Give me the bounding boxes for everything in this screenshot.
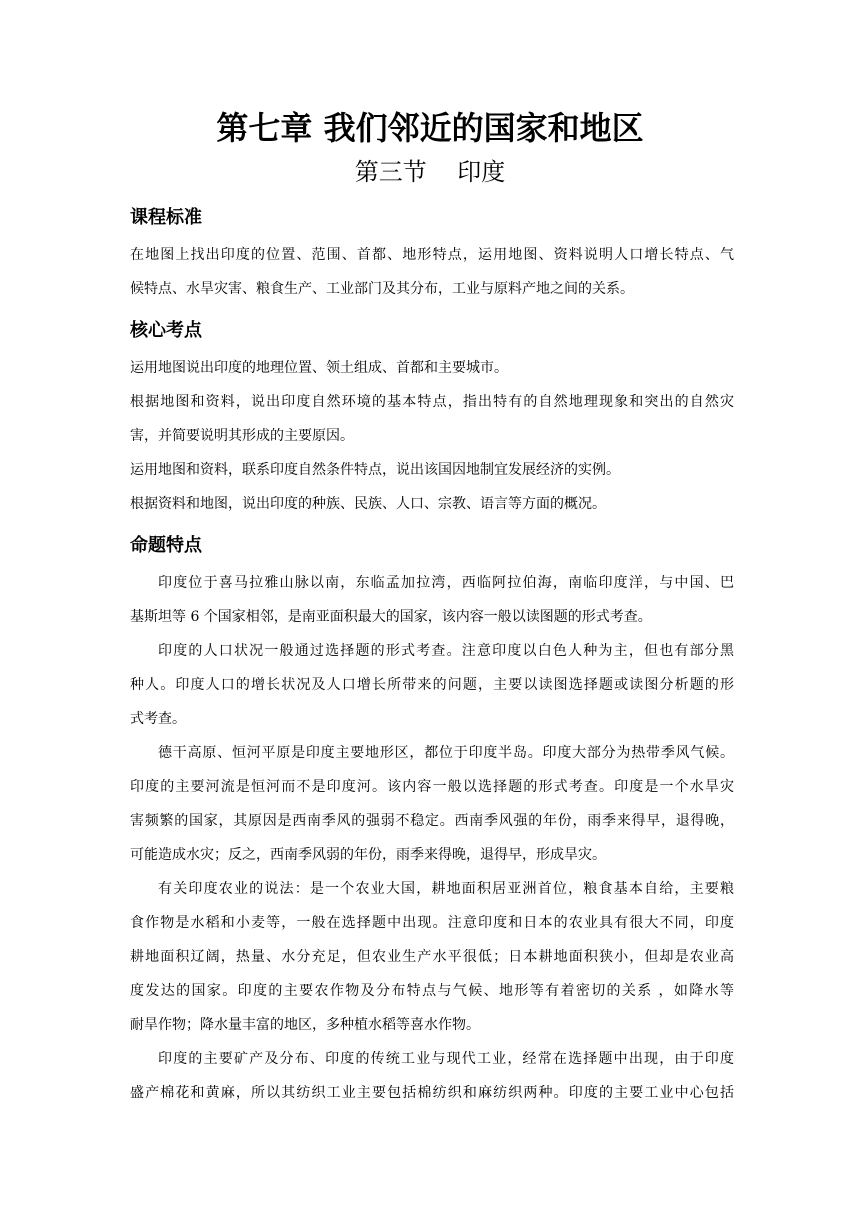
- paragraph-line: 可能造成水灾；反之，西南季风弱的年份，雨季来得晚，退得早，形成旱灾。: [130, 847, 606, 863]
- paragraph-line: 基斯坦等 6 个国家相邻，是南亚面积最大的国家，该内容一般以读图题的形式考查。: [130, 609, 652, 625]
- paragraph-line: 式考查。: [130, 711, 186, 727]
- core-point-line: 根据地图和资料，说出印度自然环境的基本特点，指出特有的自然地理现象和突出的自然灾: [130, 394, 734, 410]
- paragraph-line: 耐旱作物；降水量丰富的地区，多种植水稻等喜水作物。: [130, 1017, 480, 1033]
- core-point-line: 根据资料和地图，说出印度的种族、民族、人口、宗教、语言等方面的概况。: [130, 496, 606, 512]
- core-point-line: 害，并简要说明其形成的主要原因。: [130, 428, 354, 444]
- paragraph-line: 德干高原、恒河平原是印度主要地形区，都位于印度半岛。印度大部分为热带季风气候。: [158, 745, 734, 761]
- paragraph-line: 度发达的国家。印度的主要农作物及分布特点与气候、地形等有着密切的关系 ，如降水等: [130, 983, 734, 999]
- paragraph-line: 食作物是水稻和小麦等，一般在选择题中出现。注意印度和日本的农业具有很大不同，印度: [130, 915, 734, 931]
- core-points-text: [130, 351, 734, 521]
- chapter-title: 第七章 我们邻近的国家和地区: [216, 109, 644, 147]
- curriculum-line: 候特点、水旱灾害、粮食生产、工业部门及其分布，工业与原料产地之间的关系。: [130, 281, 634, 297]
- core-point-line: 运用地图说出印度的地理位置、领土组成、首都和主要城市。: [130, 360, 508, 376]
- paragraph-line: 印度位于喜马拉雅山脉以南，东临孟加拉湾，西临阿拉伯海，南临印度洋，与中国、巴: [158, 575, 734, 591]
- paragraph-line: 印度的主要矿产及分布、印度的传统工业与现代工业，经常在选择题中出现，由于印度: [158, 1051, 734, 1067]
- paragraph-line: 盛产棉花和黄麻，所以其纺织工业主要包括棉纺织和麻纺织两种。印度的主要工业中心包括: [130, 1085, 734, 1101]
- core-point-line: 运用地图和资料，联系印度自然条件特点，说出该国因地制宜发展经济的实例。: [130, 462, 620, 478]
- paragraph-line: 有关印度农业的说法：是一个农业大国，耕地面积居亚洲首位，粮食基本自给，主要粮: [158, 881, 734, 897]
- curriculum-heading: 课程标准: [130, 207, 202, 228]
- section-title: 第三节 印度: [354, 158, 506, 186]
- exam-features-text: [130, 566, 734, 1110]
- core-points-heading: 核心考点: [130, 320, 202, 341]
- exam-features-heading: 命题特点: [130, 535, 202, 556]
- paragraph-line: 印度的人口状况一般通过选择题的形式考查。注意印度以白色人种为主，但也有部分黑: [158, 643, 734, 659]
- curriculum-line: 在地图上找出印度的位置、范围、首都、地形特点，运用地图、资料说明人口增长特点、气: [130, 247, 734, 263]
- paragraph-line: 种人。印度人口的增长状况及人口增长所带来的问题，主要以读图选择题或读图分析题的形: [130, 677, 734, 693]
- paragraph-line: 印度的主要河流是恒河而不是印度河。该内容一般以选择题的形式考查。印度是一个水旱灾: [130, 779, 734, 795]
- curriculum-text: [130, 238, 734, 306]
- paragraph-line: 耕地面积辽阔，热量、水分充足，但农业生产水平很低；日本耕地面积狭小，但却是农业高: [130, 949, 734, 965]
- paragraph-line: 害频繁的国家，其原因是西南季风的强弱不稳定。西南季风强的年份，雨季来得早，退得晚，: [130, 813, 734, 829]
